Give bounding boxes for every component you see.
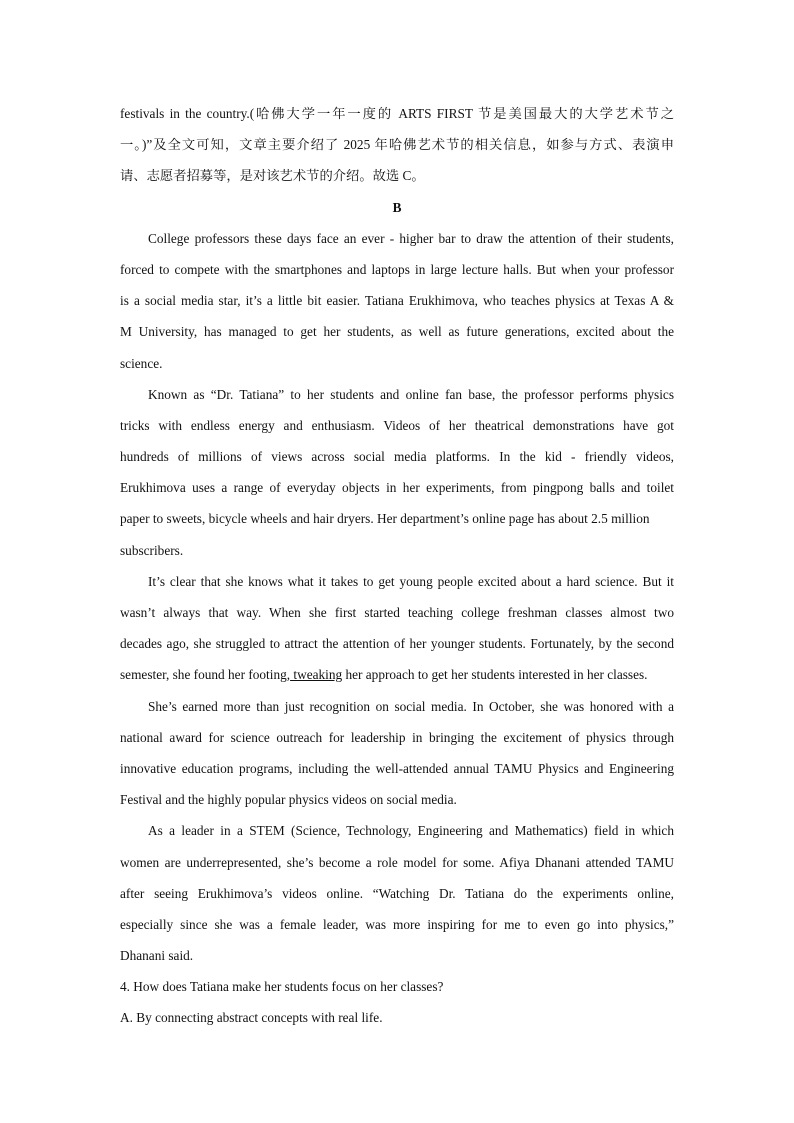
paragraph-2-line-2: tricks with endless energy and enthusiasm. Videos of her theatrical demonstrations have got — [120, 417, 674, 433]
underlined-word: tweaking — [290, 667, 343, 683]
section-label: B — [392, 199, 402, 215]
paragraph-4-line-4: Festival and the highly popular physics videos on social media. — [120, 792, 457, 808]
paragraph-1-line-2: forced to compete with the smartphones and laptops in large lecture halls. But when your professor — [120, 261, 674, 277]
paragraph-3-line-4 — [120, 659, 674, 690]
intro-line-1: festivals in the country.(哈佛大学一年一度的 ARTS FIRST 节是美国最大的大学艺术节之 — [120, 106, 674, 121]
paragraph-2-line-6: subscribers. — [120, 542, 184, 558]
paragraph-4-line-1: She’s earned more than just recognition on social media. In October, she was honored with a — [148, 698, 674, 714]
paragraph-2-line-4: Erukhimova uses a range of everyday objects in her experiments, from pingpong balls and toilet — [120, 480, 674, 496]
paragraph-3-line-4-start: semester, she found her footing, — [120, 667, 291, 683]
paragraph-3-line-3: decades ago, she struggled to attract the attention of her younger students. Fortunately, by the second — [120, 636, 674, 652]
intro-line-3: 请、志愿者招募等，是对该艺术节的介绍。故选 C。 — [120, 168, 425, 184]
intro-line-2: 一。)”及全文可知，文章主要介绍了 2025 年哈佛艺术节的相关信息，如参与方式、表演申 — [120, 137, 674, 153]
paragraph-2-line-5: paper to sweets, bicycle wheels and hair dryers. Her department’s online page has about 2.5 million — [120, 511, 650, 527]
question-stem: 4. How does Tatiana make her students focus on her classes? — [120, 979, 444, 995]
paragraph-1-line-5: science. — [120, 355, 163, 371]
paragraph-3-line-4-end: her approach to get her students interested in her classes. — [342, 667, 648, 683]
document-page — [120, 98, 674, 1034]
paragraph-1-line-1: College professors these days face an ever - higher bar to draw the attention of their students, — [148, 230, 674, 246]
paragraph-4-line-2: national award for science outreach for leadership in bringing the excitement of physics through — [120, 729, 674, 745]
question-option-a: A. By connecting abstract concepts with real life. — [120, 1010, 383, 1026]
paragraph-5-line-5: Dhanani said. — [120, 948, 194, 964]
paragraph-1-line-4: M University, has managed to get her students, as well as future generations, excited about the — [120, 324, 674, 340]
paragraph-5-line-2: women are underrepresented, she’s become a role model for some. Afiya Dhanani attended TAMU — [120, 854, 674, 870]
paragraph-3-line-1: It’s clear that she knows what it takes to get young people excited about a hard science. But it — [148, 573, 674, 589]
paragraph-5-line-3: after seeing Erukhimova’s videos online. “Watching Dr. Tatiana do the experiments online, — [120, 885, 674, 901]
paragraph-4-line-3: innovative education programs, including the well-attended annual TAMU Physics and Engineering — [120, 760, 674, 776]
paragraph-2-line-1: Known as “Dr. Tatiana” to her students and online fan base, the professor performs physics — [148, 386, 674, 402]
paragraph-1-line-3: is a social media star, it’s a little bit easier. Tatiana Erukhimova, who teaches physics at Texas A & — [120, 293, 674, 309]
paragraph-5-line-1: As a leader in a STEM (Science, Technology, Engineering and Mathematics) field in which — [148, 823, 674, 839]
paragraph-5-line-4: especially since she was a female leader, was more inspiring for me to even go into physics,” — [120, 916, 674, 932]
paragraph-3-line-2: wasn’t always that way. When she first started teaching college freshman classes almost two — [120, 605, 674, 620]
paragraph-2-line-3: hundreds of millions of views across social media platforms. In the kid - friendly videos, — [120, 449, 674, 465]
